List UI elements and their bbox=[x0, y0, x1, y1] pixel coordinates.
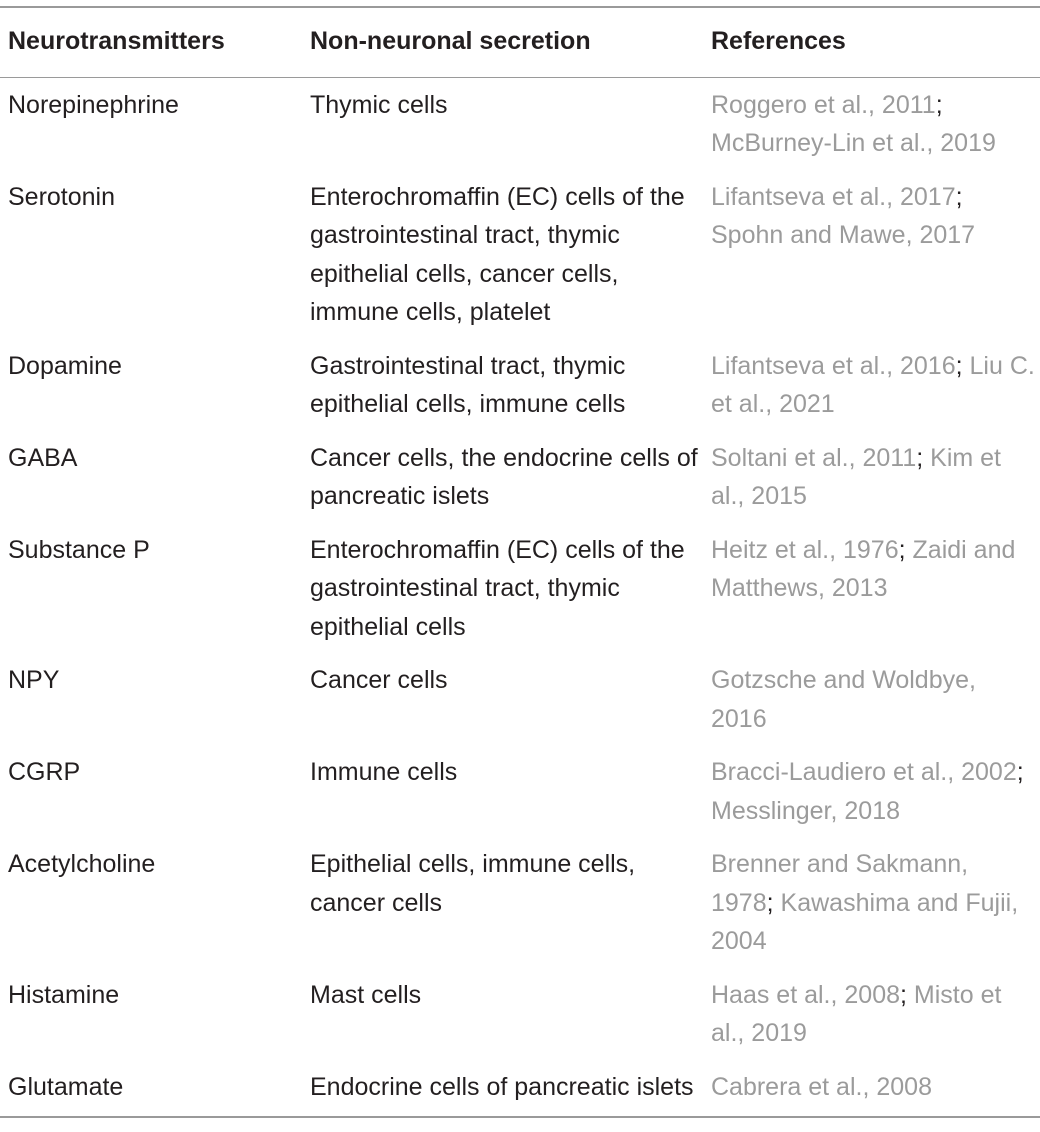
neurotransmitter-cell: Norepinephrine bbox=[8, 90, 179, 119]
neurotransmitter-cell: GABA bbox=[8, 443, 78, 472]
secretion-cell: Cancer cells bbox=[310, 666, 448, 694]
table-row bbox=[0, 434, 1040, 526]
references-cell: Lifantseva et al., 2016; Liu C. et al., 2021 bbox=[711, 351, 1035, 418]
reference-link[interactable]: Lifantseva et al., 2016 bbox=[711, 351, 956, 380]
neurotransmitter-cell: Histamine bbox=[8, 980, 120, 1009]
neurotransmitter-cell: Glutamate bbox=[8, 1072, 124, 1101]
neurotransmitter-cell: Substance P bbox=[8, 535, 150, 564]
neurotransmitter-cell: Serotonin bbox=[8, 182, 116, 211]
reference-link[interactable]: Liu C. et al., 2021 bbox=[711, 351, 1035, 418]
references-cell: Brenner and Sakmann, 1978; Kawashima and Fujii, 2004 bbox=[711, 850, 1019, 955]
references-cell: Bracci-Laudiero et al., 2002; Messlinger, 2018 bbox=[711, 758, 1024, 825]
secretion-cell: Thymic cells bbox=[310, 90, 448, 119]
reference-link[interactable]: Lifantseva et al., 2017 bbox=[711, 182, 956, 211]
secretion-cell: Enterochromaffin (EC) cells of the gastrointestinal tract, thymic epithelial cells, cancer cells, immune cells, platelet bbox=[310, 182, 685, 326]
references-cell: Lifantseva et al., 2017; Spohn and Mawe, 2017 bbox=[711, 182, 976, 249]
references-cell: Heitz et al., 1976; Zaidi and Matthews, 2013 bbox=[711, 535, 1016, 602]
reference-link[interactable]: McBurney-Lin et al., 2019 bbox=[711, 129, 996, 157]
references-cell: Soltani et al., 2011; Kim et al., 2015 bbox=[711, 443, 1002, 510]
references-cell: Haas et al., 2008; Misto et al., 2019 bbox=[711, 980, 1002, 1047]
reference-link[interactable]: Roggero et al., 2011 bbox=[711, 90, 936, 119]
reference-link[interactable]: Gotzsche and Woldbye, 2016 bbox=[711, 666, 976, 733]
secretion-cell: Epithelial cells, immune cells, cancer cells bbox=[310, 850, 636, 917]
reference-link[interactable]: Spohn and Mawe, 2017 bbox=[711, 221, 976, 249]
table-row bbox=[0, 1063, 1040, 1118]
header-references: References bbox=[711, 27, 846, 55]
header-neurotransmitters: Neurotransmitters bbox=[8, 27, 225, 55]
references-cell bbox=[703, 656, 1040, 748]
table-container bbox=[0, 6, 1040, 1118]
table-body bbox=[0, 77, 1040, 1117]
table-row bbox=[0, 840, 1040, 971]
references-cell bbox=[703, 1063, 1040, 1118]
reference-link[interactable]: Kawashima and Fujii, 2004 bbox=[711, 888, 1019, 955]
neurotransmitter-cell: Dopamine bbox=[8, 351, 122, 380]
table-row bbox=[0, 77, 1040, 173]
references-cell: Roggero et al., 2011; McBurney-Lin et al., 2019 bbox=[711, 90, 996, 157]
reference-link[interactable]: Misto et al., 2019 bbox=[711, 980, 1002, 1047]
reference-link[interactable]: Bracci-Laudiero et al., 2002 bbox=[711, 758, 1017, 786]
neurotransmitter-cell: CGRP bbox=[8, 758, 81, 786]
secretion-cell: Enterochromaffin (EC) cells of the gastrointestinal tract, thymic epithelial cells bbox=[310, 535, 685, 641]
secretion-cell: Endocrine cells of pancreatic islets bbox=[310, 1072, 694, 1101]
neurotransmitter-cell: NPY bbox=[8, 666, 60, 694]
secretion-cell: Gastrointestinal tract, thymic epithelial cells, immune cells bbox=[310, 351, 626, 418]
reference-link[interactable]: Brenner and Sakmann, 1978 bbox=[711, 850, 969, 917]
reference-link[interactable]: Cabrera et al., 2008 bbox=[711, 1072, 932, 1101]
header-non-neuronal-secretion: Non-neuronal secretion bbox=[310, 27, 591, 55]
table-row bbox=[0, 656, 1040, 748]
neurotransmitter-cell: Acetylcholine bbox=[8, 850, 156, 878]
reference-link[interactable]: Heitz et al., 1976 bbox=[711, 535, 899, 564]
reference-link[interactable]: Haas et al., 2008 bbox=[711, 980, 901, 1009]
table-row bbox=[0, 526, 1040, 657]
reference-link[interactable]: Kim et al., 2015 bbox=[711, 443, 1002, 510]
table-row bbox=[0, 342, 1040, 434]
secretion-cell: Immune cells bbox=[310, 758, 458, 786]
table-row bbox=[0, 971, 1040, 1063]
table-row bbox=[0, 173, 1040, 342]
reference-link[interactable]: Messlinger, 2018 bbox=[711, 796, 901, 825]
reference-link[interactable]: Soltani et al., 2011 bbox=[711, 443, 917, 472]
table-row bbox=[0, 748, 1040, 840]
neurotransmitter-table bbox=[0, 6, 1040, 1118]
header-row bbox=[0, 7, 1040, 77]
reference-link[interactable]: Zaidi and Matthews, 2013 bbox=[711, 535, 1016, 602]
secretion-cell: Mast cells bbox=[310, 980, 422, 1009]
table-header bbox=[0, 7, 1040, 77]
secretion-cell: Cancer cells, the endocrine cells of pancreatic islets bbox=[310, 443, 698, 510]
